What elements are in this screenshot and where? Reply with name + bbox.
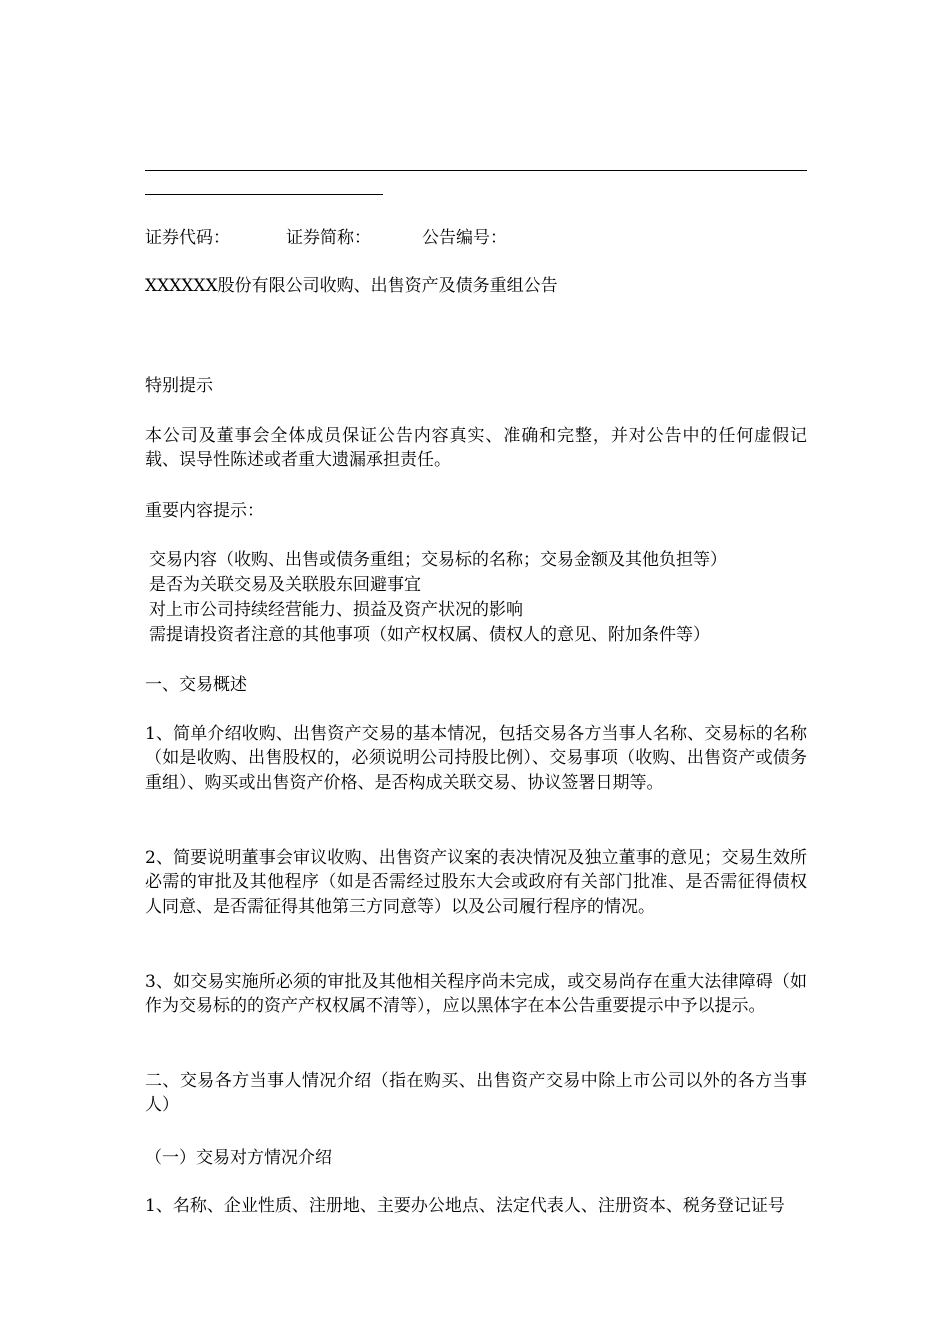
header-rule xyxy=(145,170,807,171)
security-abbr-label: 证券简称： xyxy=(286,228,371,248)
important-item: 是否为关联交易及关联股东回避事宜 xyxy=(149,575,421,595)
section1-paragraph: 2、简要说明董事会审议收购、出售资产议案的表决情况及独立董事的意见；交易生效所必需的审批及其他程序（如是否需经过股东大会或政府有关部门批准、是否需征得债权人同意、是否需征得其他第三方同意等）以及公司履行程序的情况。 xyxy=(145,848,807,917)
document-title: XXXXXX股份有限公司收购、出售资产及债务重组公告 xyxy=(145,276,558,296)
important-item: 需提请投资者注意的其他事项（如产权权属、债权人的意见、附加条件等） xyxy=(149,625,710,645)
important-item: 对上市公司持续经营能力、损益及资产状况的影响 xyxy=(149,600,523,620)
section2-heading: 二、交易各方当事人情况介绍（指在购买、出售资产交易中除上市公司以外的各方当事人） xyxy=(145,1071,807,1116)
important-heading: 重要内容提示： xyxy=(145,501,264,521)
important-item: 交易内容（收购、出售或债务重组；交易标的名称；交易金额及其他负担等） xyxy=(149,550,727,570)
header-rule-short xyxy=(145,194,383,195)
security-info-row xyxy=(145,226,507,250)
section2-paragraph: 1、名称、企业性质、注册地、主要办公地点、法定代表人、注册资本、税务登记证号 xyxy=(145,1196,785,1216)
special-notice-heading: 特别提示 xyxy=(145,376,213,396)
section1-heading: 一、交易概述 xyxy=(145,675,247,695)
special-notice-body: 本公司及董事会全体成员保证公告内容真实、准确和完整，并对公告中的任何虚假记载、误导性陈述或者重大遗漏承担责任。 xyxy=(145,426,807,471)
section2-subheading: （一）交易对方情况介绍 xyxy=(145,1148,332,1168)
notice-number-label: 公告编号： xyxy=(422,228,507,248)
security-code-label: 证券代码： xyxy=(145,228,230,248)
section1-paragraph: 1、简单介绍收购、出售资产交易的基本情况，包括交易各方当事人名称、交易标的名称（如是收购、出售股权的，必须说明公司持股比例）、交易事项（收购、出售资产或债务重组）、购买或出售资产价格、是否构成关联交易、协议签署日期等。 xyxy=(145,724,807,793)
section1-paragraph: 3、如交易实施所必须的审批及其他相关程序尚未完成，或交易尚存在重大法律障碍（如作为交易标的的资产产权权属不清等），应以黑体字在本公告重要提示中予以提示。 xyxy=(145,972,807,1017)
